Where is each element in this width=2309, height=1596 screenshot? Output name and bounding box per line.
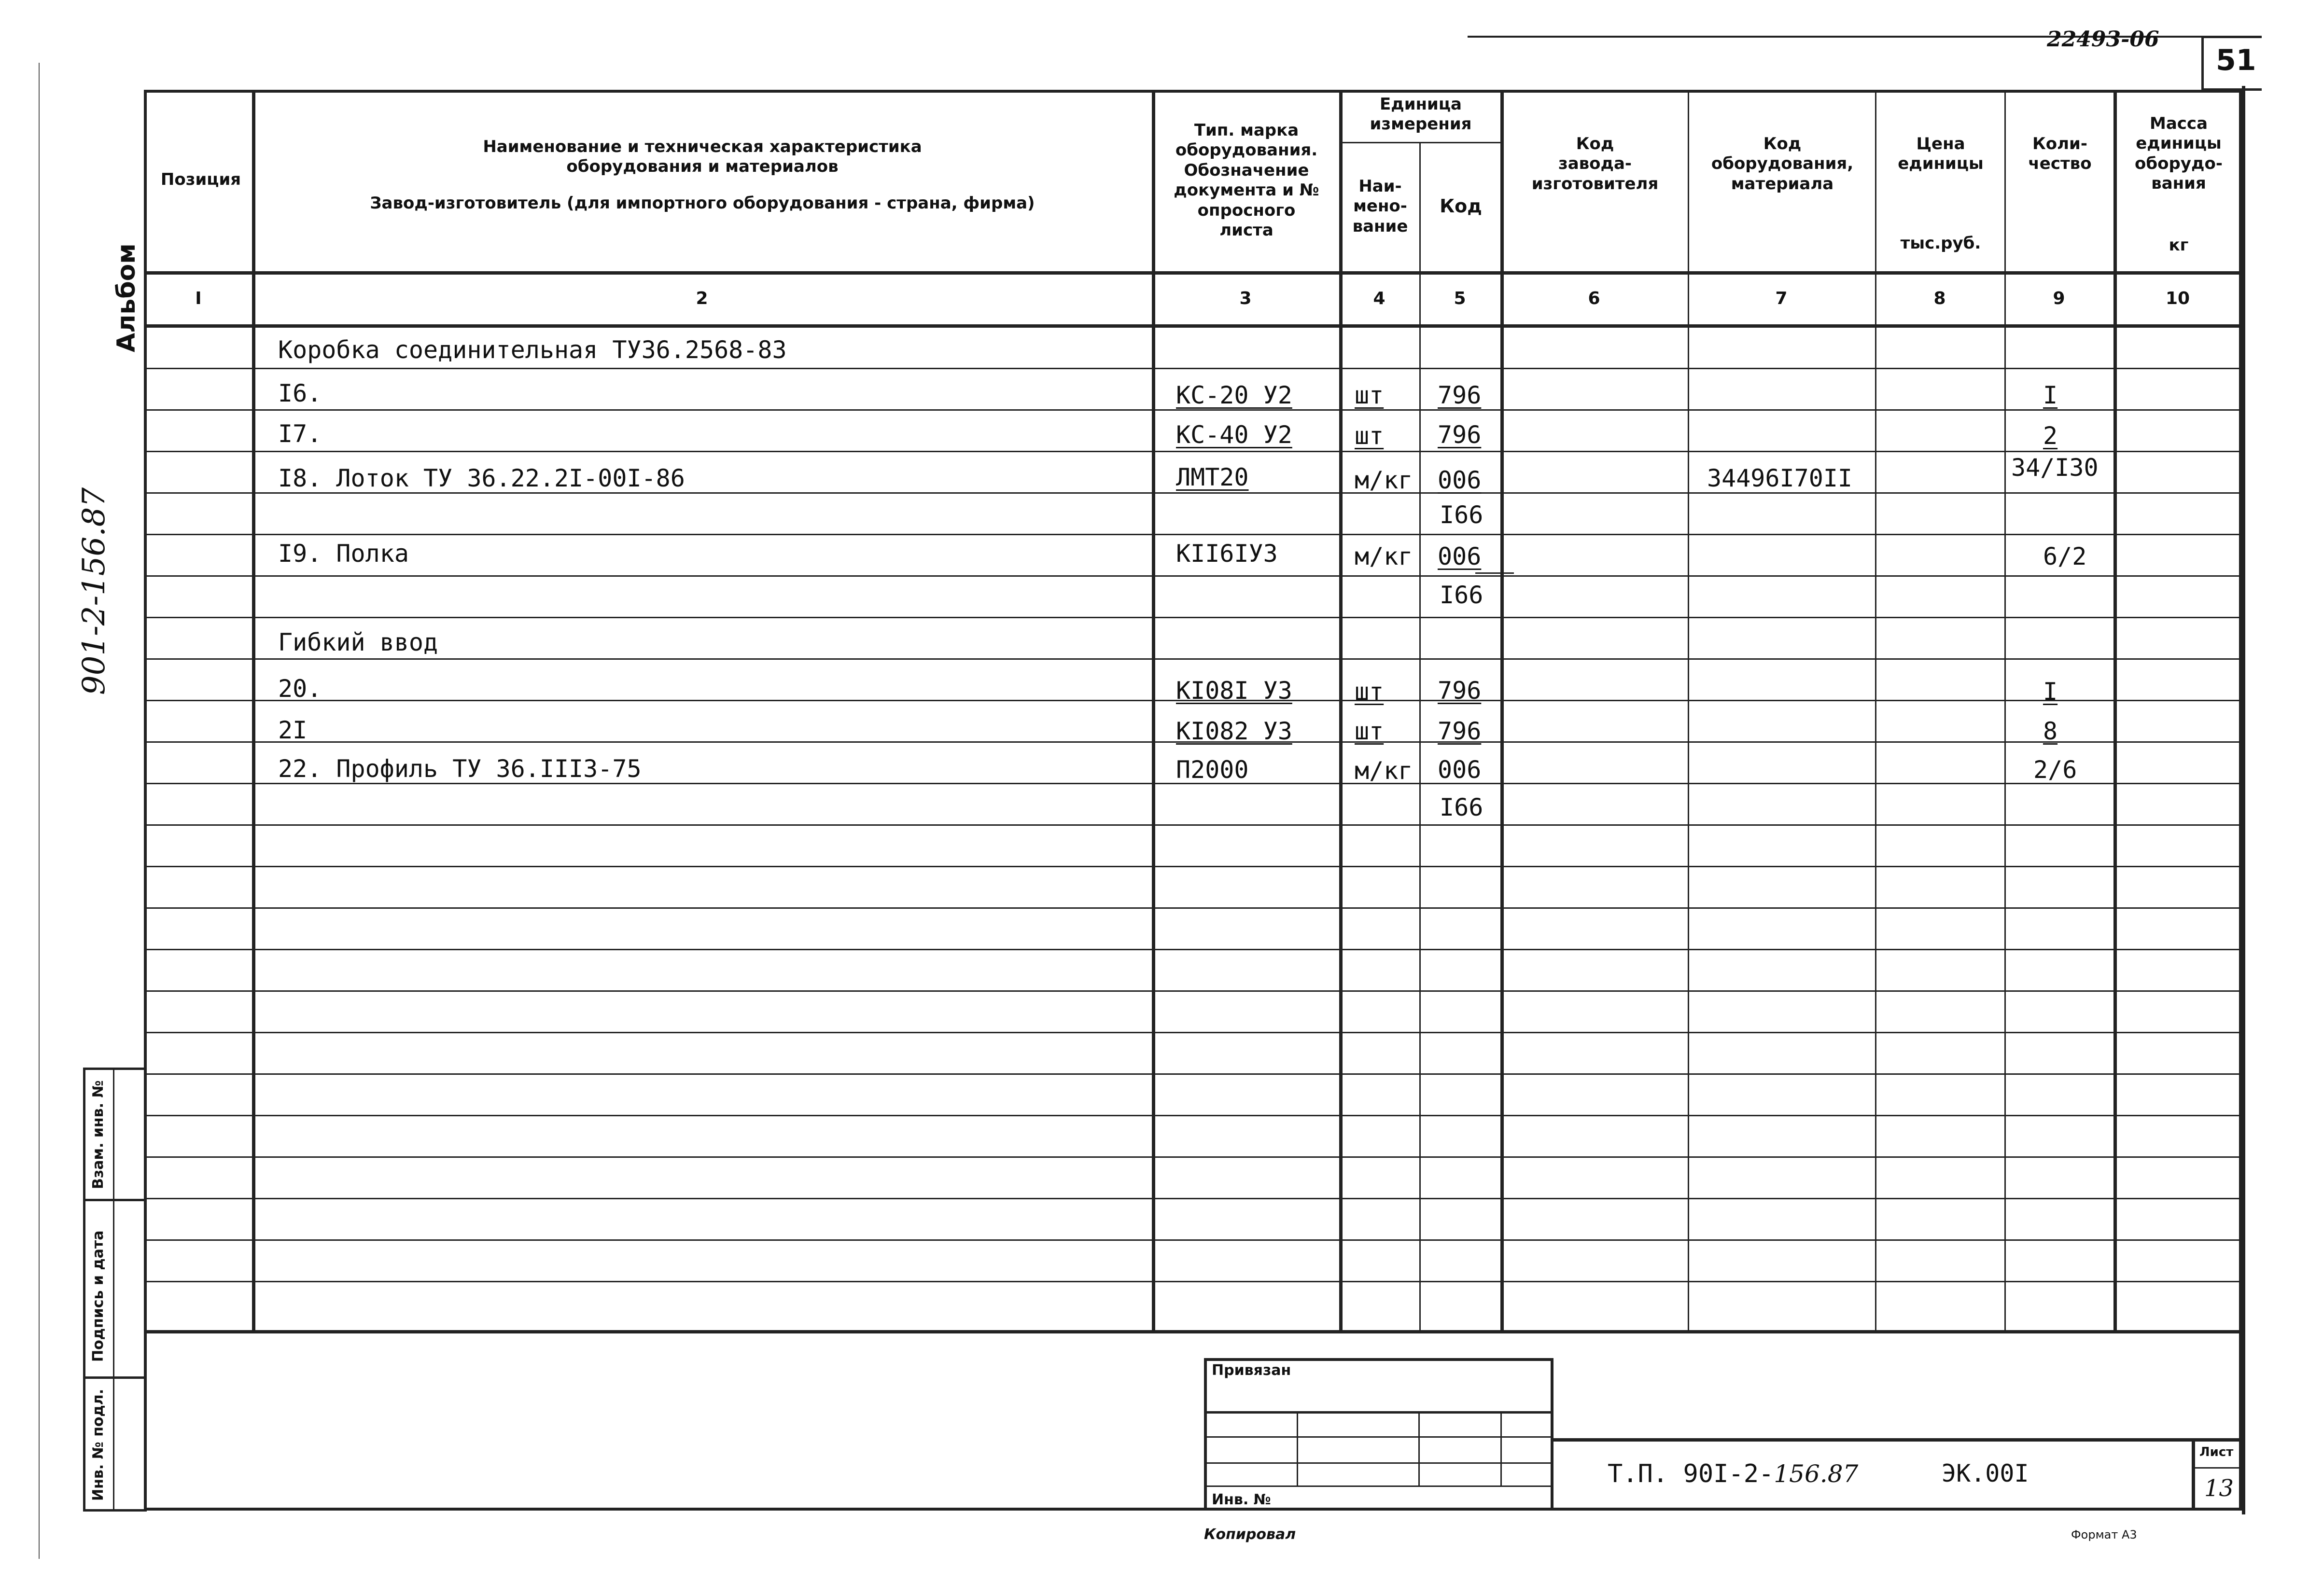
format-label: Формат А3 [2071, 1528, 2137, 1541]
row-5-type: КII6IУЗ [1176, 540, 1278, 568]
row-2-name: I7. [278, 420, 322, 448]
right-edge [2242, 86, 2245, 1514]
row-separator [144, 824, 2242, 826]
copied-label: Копировал [1204, 1526, 1296, 1543]
row-3-code: 006 [1438, 466, 1482, 494]
album-label: Альбом [112, 243, 141, 352]
sheet-value: 13 [2204, 1475, 2234, 1502]
stamp-orig-inv: Инв. № подл. [90, 1388, 107, 1501]
row-8-code: 796 [1438, 677, 1482, 705]
header-position: Позиция [160, 170, 241, 189]
row-1-unit: шт [1355, 381, 1384, 409]
header-name: Наименование и техническая характеристика оборудования и материалов Завод-изготовитель (для импортного оборудования - страна, фирма) [370, 137, 1035, 213]
row-5-code: 006 [1438, 542, 1482, 570]
sheet-label: Лист [2199, 1445, 2234, 1459]
colnum-bottom [144, 324, 2242, 328]
stamp-signature-date: Подпись и дата [90, 1230, 107, 1362]
row-separator [144, 1115, 2242, 1116]
header-unit-group: Единица измерения [1370, 95, 1472, 134]
row-separator [144, 368, 2242, 369]
row-separator [144, 990, 2242, 992]
row-0-name: Коробка соединительная ТУ36.2568-83 [278, 336, 787, 364]
row-separator [144, 451, 2242, 452]
row-5-qty: 6/2 [2043, 542, 2087, 570]
row-2-unit: шт [1355, 422, 1384, 450]
row-3-qty: 34/I30 [2011, 454, 2099, 482]
row-8-qty: I [2043, 678, 2058, 706]
row-9-qty: 8 [2043, 717, 2058, 745]
attached-label: Привязан [1212, 1362, 1291, 1379]
row-separator [144, 617, 2242, 618]
row-3-name: I8. Лоток ТУ 36.22.2I-00I-86 [278, 464, 685, 492]
row-5-name: I9. Полка [278, 540, 409, 568]
header-bottom [144, 271, 2242, 275]
header-price-unit: тыс.руб. [1900, 234, 1981, 253]
row-2-qty: 2 [2043, 422, 2058, 450]
row-1-qty: I [2043, 381, 2058, 409]
row-9-type: КI082 УЗ [1176, 717, 1292, 745]
header-type-mark: Тип. марка оборудования. Обозначение документа и № опросного листа [1174, 121, 1319, 240]
row-1-type: КС-20 У2 [1176, 381, 1292, 409]
project-code: 901-2-156.87 [76, 487, 112, 695]
sheet-number: 51 [2216, 43, 2256, 77]
row-5-unit: м/кг [1355, 542, 1413, 570]
row-separator [144, 534, 2242, 535]
row-3-type: ЛМТ20 [1176, 463, 1249, 491]
row-11-code: I66 [1440, 793, 1483, 821]
row-2-type: КС-40 У2 [1176, 421, 1292, 449]
row-1-name: I6. [278, 379, 322, 407]
row-separator [144, 575, 2242, 577]
row-8-unit: шт [1355, 678, 1384, 706]
doc-suffix: ЭК.00I [1942, 1459, 2029, 1487]
header-equip-code: Код оборудования, материала [1711, 134, 1854, 194]
row-separator [144, 1156, 2242, 1158]
row-10-unit: м/кг [1355, 757, 1413, 785]
row-2-code: 796 [1438, 421, 1482, 449]
table-bottom [144, 1330, 2242, 1333]
row-8-type: КI08I УЗ [1176, 677, 1292, 705]
row-10-type: П2000 [1176, 756, 1249, 784]
row-separator [144, 949, 2242, 950]
row-3-equip-code: 34496I70II [1707, 464, 1853, 492]
row-8-name: 20. [278, 675, 322, 703]
row-separator [144, 866, 2242, 867]
row-9-code: 796 [1438, 717, 1482, 745]
header-mass: Масса единицы оборудо- вания [2135, 114, 2223, 194]
row-10-qty: 2/6 [2033, 756, 2077, 784]
designation-hand: 156.87 [1774, 1460, 1859, 1488]
designation: Т.П. 90I-2-156.87 [1608, 1459, 1859, 1488]
row-separator [144, 1032, 2242, 1033]
stamp-replace-inv: Взам. инв. № [90, 1080, 107, 1189]
row-9-name: 2I [278, 716, 308, 744]
row-10-code: 006 [1438, 756, 1482, 784]
row-9-unit: шт [1355, 717, 1384, 745]
row-separator [144, 492, 2242, 494]
row-separator [144, 658, 2242, 660]
row-3-unit: м/кг [1355, 466, 1413, 494]
row-1-code: 796 [1438, 381, 1482, 409]
header-unit-name: Наи- мено- вание [1352, 177, 1408, 236]
header-unit-code: Код [1440, 195, 1482, 217]
left-margin-line [39, 63, 40, 1559]
row-separator [144, 1281, 2242, 1282]
row-6-code: I66 [1440, 581, 1483, 609]
row-separator [144, 1239, 2242, 1241]
row-separator [144, 907, 2242, 909]
doc-code: 22493-06 [2047, 27, 2159, 52]
row-separator [144, 1073, 2242, 1075]
row-4-code: I66 [1440, 501, 1483, 529]
header-quantity: Коли- чество [2028, 134, 2092, 174]
header-plant-code: Код завода- изготовителя [1531, 134, 1659, 194]
row-10-name: 22. Профиль ТУ 36.III3-75 [278, 755, 642, 783]
header-mass-unit: кг [2169, 236, 2189, 255]
title-block-top [1553, 1438, 2242, 1442]
row-7-name: Гибкий ввод [278, 628, 438, 656]
inv-no-label: Инв. № [1212, 1491, 1271, 1508]
header-price: Цена единицы [1898, 134, 1984, 174]
row-separator [144, 409, 2242, 411]
row-separator [144, 1198, 2242, 1199]
